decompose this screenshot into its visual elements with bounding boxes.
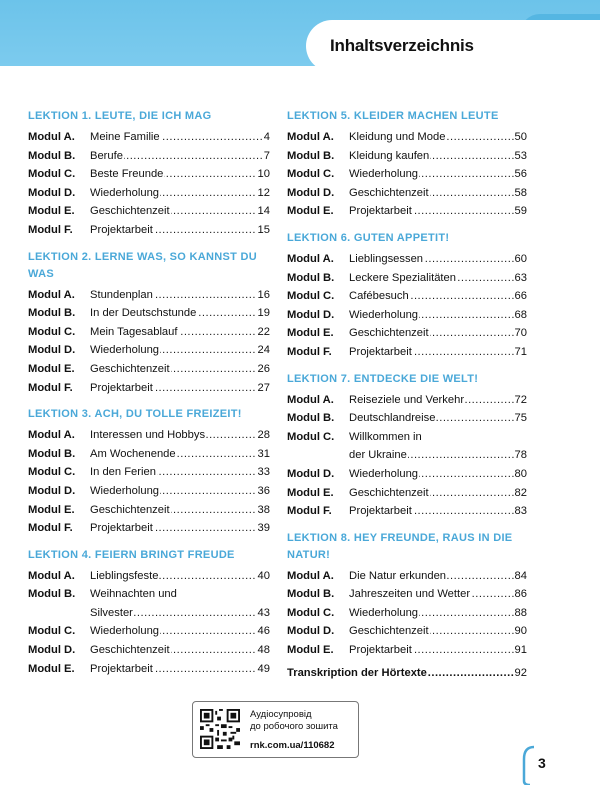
entry-title-wrap [349, 391, 514, 410]
toc-entry[interactable] [287, 184, 527, 203]
entry-title: Wiederholung [349, 467, 419, 480]
toc-entry[interactable] [28, 221, 270, 240]
module-label: Modul D. [287, 308, 335, 321]
toc-entry[interactable] [28, 360, 270, 379]
module-label: Modul D. [287, 186, 335, 199]
entry-title-wrap [349, 446, 514, 465]
module-label: Modul A. [287, 569, 334, 582]
entry-title-wrap [90, 323, 257, 342]
toc-entry[interactable] [28, 501, 270, 520]
module-label: Modul F. [287, 345, 332, 358]
toc-column-right [287, 108, 527, 682]
entry-title-wrap [90, 341, 257, 360]
entry-title-wrap [90, 147, 263, 166]
entry-title-wrap [90, 304, 257, 323]
entry-page: 56 [514, 168, 527, 181]
toc-entry[interactable] [28, 641, 270, 660]
module-label: Modul E. [287, 327, 334, 340]
toc-entry[interactable] [287, 324, 527, 343]
module-label: Modul E. [28, 662, 75, 675]
entry-title-cont: der Ukraine [349, 449, 407, 462]
entry-title-cont: Silvester [90, 606, 133, 619]
toc-entry[interactable] [287, 465, 527, 484]
entry-title: Geschichtenzeit [349, 625, 429, 638]
entry-title-wrap [349, 502, 514, 521]
module-label: Modul D. [28, 484, 76, 497]
lesson-heading: LEKTION 1. LEUTE, DIE ICH MAG [28, 110, 212, 122]
entry-page: 14 [257, 205, 270, 218]
entry-title-wrap [90, 519, 257, 538]
entry-title: Kleidung kaufen [349, 149, 430, 162]
entry-title-wrap [349, 202, 514, 221]
entry-title: Willkommen in [349, 430, 422, 443]
entry-title: Weihnachten und [90, 588, 177, 601]
toc-entry[interactable] [28, 585, 270, 622]
entry-page: 72 [514, 393, 527, 406]
entry-title: Reiseziele und Verkehr [349, 393, 465, 406]
entry-page: 46 [257, 625, 270, 638]
entry-title-wrap [349, 165, 514, 184]
entry-title: In der Deutschstunde [90, 307, 197, 320]
entry-page: 84 [514, 569, 527, 582]
toc-entry[interactable] [287, 202, 527, 221]
entry-page: 31 [257, 447, 270, 460]
entry-page: 39 [257, 522, 270, 535]
toc-entry[interactable] [287, 641, 527, 660]
entry-title-wrap [349, 147, 514, 166]
entry-page: 70 [514, 327, 527, 340]
entry-page: 80 [514, 467, 527, 480]
entry-title-wrap [349, 343, 514, 362]
entry-page: 19 [257, 307, 270, 320]
lesson-heading: LEKTION 2. LERNE WAS, SO KANNST DU WAS [28, 250, 257, 280]
entry-title: Leckere Spezialitäten [349, 271, 456, 284]
entry-title: Wiederholung [90, 484, 160, 497]
entry-title-wrap [90, 202, 257, 221]
entry-title: Geschichtenzeit [90, 644, 170, 657]
toc-entry[interactable] [28, 622, 270, 641]
toc-entry[interactable] [287, 147, 527, 166]
module-label: Modul F. [28, 381, 73, 394]
module-label: Modul B. [28, 149, 76, 162]
module-label: Modul C. [287, 290, 335, 303]
entry-page: 43 [257, 606, 270, 619]
toc-entry[interactable] [287, 128, 527, 147]
entry-title: Wiederholung [90, 186, 160, 199]
entry-multiline [349, 428, 527, 465]
module-label: Modul B. [287, 271, 335, 284]
module-label: Modul D. [287, 467, 335, 480]
toc-entry[interactable] [28, 184, 270, 203]
toc-entry[interactable] [28, 286, 270, 305]
entry-title: Projektarbeit [90, 662, 153, 675]
audio-caption [250, 709, 338, 733]
lesson-heading: LEKTION 5. KLEIDER MACHEN LEUTE [287, 110, 499, 122]
entry-title-wrap [90, 567, 257, 586]
entry-title: Mein Tagesablauf [90, 325, 178, 338]
module-label: Modul E. [28, 205, 75, 218]
lesson-heading: LEKTION 6. GUTEN APPETIT! [287, 231, 450, 244]
entry-title-wrap [90, 622, 257, 641]
entry-page: 48 [257, 644, 270, 657]
page-number: 3 [538, 755, 546, 771]
entry-page: 92 [514, 666, 527, 679]
module-label: Modul F. [28, 522, 73, 535]
module-label: Modul C. [287, 168, 335, 181]
entry-page: 88 [514, 606, 527, 619]
entry-title-wrap [90, 426, 257, 445]
module-label: Modul B. [287, 412, 335, 425]
module-label: Modul A. [287, 393, 334, 406]
entry-title-wrap [90, 286, 257, 305]
toc-entry[interactable] [28, 128, 270, 147]
module-label: Modul F. [28, 223, 73, 236]
toc-entry[interactable] [287, 622, 527, 641]
toc-entry[interactable] [28, 341, 270, 360]
module-label: Modul B. [287, 588, 335, 601]
toc-entry[interactable] [28, 379, 270, 398]
entry-title-wrap [349, 184, 514, 203]
entry-title-wrap [90, 641, 257, 660]
module-label: Modul F. [287, 505, 332, 518]
entry-multiline [90, 585, 270, 622]
module-label: Modul C. [28, 325, 76, 338]
entry-title-wrap [90, 165, 257, 184]
toc-entry[interactable] [287, 343, 527, 362]
entry-title-wrap [90, 501, 257, 520]
entry-page: 91 [514, 644, 527, 657]
toc-entry[interactable] [28, 660, 270, 679]
entry-title: Interessen und Hobbys [90, 429, 206, 442]
qr-code-icon[interactable] [200, 709, 240, 749]
entry-page: 53 [514, 149, 527, 162]
module-label: Modul C. [287, 606, 335, 619]
audio-caption-line2: до робочого зошита [250, 721, 338, 732]
entry-title-wrap [349, 250, 514, 269]
module-label: Modul C. [28, 466, 76, 479]
entry-title-wrap [90, 445, 257, 464]
entry-page: 75 [514, 412, 527, 425]
entry-title: Kleidung und Mode [349, 131, 446, 143]
module-label: Modul D. [28, 186, 76, 199]
entry-page: 12 [257, 186, 270, 199]
entry-title: Geschichtenzeit [349, 486, 429, 499]
entry-title-wrap [349, 484, 514, 503]
toc-entry[interactable] [287, 409, 527, 428]
toc-entry[interactable] [28, 165, 270, 184]
page-title: Inhaltsverzeichnis [330, 36, 474, 55]
entry-title-wrap [90, 360, 257, 379]
toc-entry[interactable] [287, 585, 527, 604]
entry-page: 49 [257, 662, 270, 675]
module-label: Modul E. [287, 205, 334, 218]
entry-title: Geschichtenzeit [90, 503, 170, 516]
entry-title: Lieblingsfeste [90, 569, 159, 582]
toc-entry[interactable] [287, 604, 527, 623]
entry-page: 33 [257, 466, 270, 479]
module-label: Modul C. [287, 430, 335, 443]
lesson-heading: LEKTION 7. ENTDECKE DIE WELT! [287, 372, 479, 385]
module-label: Modul B. [28, 447, 76, 460]
toc-entry[interactable] [287, 428, 527, 465]
entry-page: 15 [257, 223, 270, 236]
module-label: Modul A. [287, 131, 334, 143]
entry-title: Geschichtenzeit [90, 205, 170, 218]
toc-entry[interactable] [287, 287, 527, 306]
entry-title: Deutschlandreise [349, 412, 436, 425]
audio-caption-line1: Аудіосупровід [250, 709, 312, 720]
module-label: Modul D. [28, 344, 76, 357]
audio-box [192, 701, 359, 758]
module-label: Modul A. [28, 131, 75, 143]
toc-entry[interactable] [28, 304, 270, 323]
entry-title: Berufe [90, 149, 123, 162]
entry-title: Projektarbeit [349, 505, 412, 518]
entry-title: Geschichtenzeit [90, 362, 170, 375]
entry-title-line2 [349, 446, 527, 465]
entry-title: Projektarbeit [90, 223, 153, 236]
entry-title: In den Ferien [90, 466, 156, 479]
entry-title: Wiederholung [90, 344, 160, 357]
entry-page: 59 [514, 205, 527, 218]
entry-page: 40 [257, 569, 270, 582]
entry-title-line2 [90, 604, 270, 623]
entry-title: Am Wochenende [90, 447, 176, 460]
entry-page: 66 [514, 290, 527, 303]
entry-page: 90 [514, 625, 527, 638]
entry-title: Beste Freunde [90, 168, 164, 181]
toc-entry[interactable] [287, 502, 527, 521]
entry-title-wrap [349, 324, 514, 343]
entry-title: Projektarbeit [90, 381, 153, 394]
module-label: Modul E. [28, 503, 75, 516]
entry-title: Geschichtenzeit [349, 327, 429, 340]
entry-title-wrap [349, 306, 514, 325]
entry-title: Projektarbeit [349, 345, 412, 358]
entry-title: Projektarbeit [90, 522, 153, 535]
toc-column-left [28, 108, 270, 678]
module-label: Modul B. [28, 307, 76, 320]
toc-entry[interactable] [28, 323, 270, 342]
entry-page: 68 [514, 308, 527, 321]
entry-title-wrap [349, 269, 514, 288]
audio-link[interactable]: rnk.com.ua/110682 [250, 740, 335, 751]
entry-page: 28 [257, 429, 270, 442]
entry-page: 26 [257, 362, 270, 375]
entry-title-wrap [349, 567, 514, 586]
lesson-heading: LEKTION 4. FEIERN BRINGT FREUDE [28, 548, 235, 561]
entry-title: Wiederholung [90, 625, 160, 638]
entry-title: Cafébesuch [349, 290, 409, 303]
entry-title: Die Natur erkunden [349, 569, 447, 582]
module-label: Modul A. [28, 288, 75, 301]
entry-page: 38 [257, 503, 270, 516]
lesson-heading: LEKTION 8. HEY FREUNDE, RAUS IN DIE NATUR! [287, 531, 513, 561]
entry-title-wrap [349, 604, 514, 623]
toc-entry[interactable] [28, 482, 270, 501]
entry-title: Wiederholung [349, 168, 419, 181]
entry-title: Wiederholung [349, 308, 419, 321]
module-label: Modul D. [28, 644, 76, 657]
module-label: Modul E. [287, 644, 334, 657]
entry-title: Wiederholung [349, 606, 419, 619]
module-label: Modul E. [287, 486, 334, 499]
toc-entry[interactable] [28, 445, 270, 464]
module-label: Modul B. [28, 588, 76, 601]
entry-page: 50 [514, 131, 527, 143]
lesson-heading: LEKTION 3. ACH, DU TOLLE FREIZEIT! [28, 408, 242, 421]
module-label: Modul D. [287, 625, 335, 638]
toc-entry[interactable] [28, 202, 270, 221]
entry-page: 16 [257, 288, 270, 301]
entry-title-wrap [90, 604, 257, 623]
entry-title: Projektarbeit [349, 205, 412, 218]
entry-page: 7 [263, 149, 270, 162]
module-label: Modul B. [287, 149, 335, 162]
entry-title-wrap [349, 622, 514, 641]
entry-title: Transkription der Hörtexte [287, 666, 427, 679]
entry-page: 24 [257, 344, 270, 357]
entry-page: 27 [257, 381, 270, 394]
entry-title-wrap [349, 287, 514, 306]
entry-title-wrap [90, 660, 257, 679]
entry-title: Stundenplan [90, 288, 153, 301]
entry-page: 22 [257, 325, 270, 338]
toc-entry[interactable] [28, 519, 270, 538]
entry-title-wrap [90, 221, 257, 240]
module-label: Modul C. [28, 168, 76, 181]
entry-page: 10 [257, 168, 270, 181]
entry-title-wrap [349, 585, 514, 604]
entry-page: 4 [263, 131, 270, 143]
module-label: Modul C. [28, 625, 76, 638]
entry-title: Geschichtenzeit [349, 186, 429, 199]
module-label: Modul A. [28, 569, 75, 582]
entry-title-wrap [349, 641, 514, 660]
entry-page: 82 [514, 486, 527, 499]
entry-title-wrap [90, 463, 257, 482]
toc-entry[interactable] [28, 567, 270, 586]
entry-page: 58 [514, 186, 527, 199]
toc-entry[interactable] [287, 306, 527, 325]
toc-entry-transcription[interactable] [287, 664, 527, 683]
entry-title-wrap [90, 482, 257, 501]
entry-title-wrap [90, 379, 257, 398]
toc-entry[interactable] [287, 269, 527, 288]
entry-title-wrap [349, 409, 514, 428]
entry-title-wrap [349, 128, 514, 147]
entry-page: 63 [514, 271, 527, 284]
entry-title: Meine Familie [90, 131, 160, 143]
toc-entry[interactable] [287, 391, 527, 410]
entry-title-wrap [287, 664, 514, 683]
entry-page: 60 [514, 252, 527, 265]
entry-title: Projektarbeit [349, 644, 412, 657]
toc-entry[interactable] [287, 250, 527, 269]
module-label: Modul A. [287, 252, 334, 265]
toc-entry[interactable] [28, 426, 270, 445]
entry-title: Lieblingsessen [349, 252, 424, 265]
entry-page: 78 [514, 449, 527, 462]
module-label: Modul A. [28, 429, 75, 442]
toc-entry[interactable] [287, 567, 527, 586]
toc-entry[interactable] [28, 147, 270, 166]
toc-entry[interactable] [28, 463, 270, 482]
toc-entry[interactable] [287, 484, 527, 503]
entry-page: 36 [257, 484, 270, 497]
entry-page: 86 [514, 588, 527, 601]
entry-page: 83 [514, 505, 527, 518]
toc-entry[interactable] [287, 165, 527, 184]
module-label: Modul E. [28, 362, 75, 375]
entry-title-wrap [90, 184, 257, 203]
entry-title-wrap [349, 465, 514, 484]
entry-title: Jahreszeiten und Wetter [349, 588, 471, 601]
page-number-bracket [520, 745, 600, 785]
entry-page: 71 [514, 345, 527, 358]
entry-title-wrap [90, 128, 263, 147]
